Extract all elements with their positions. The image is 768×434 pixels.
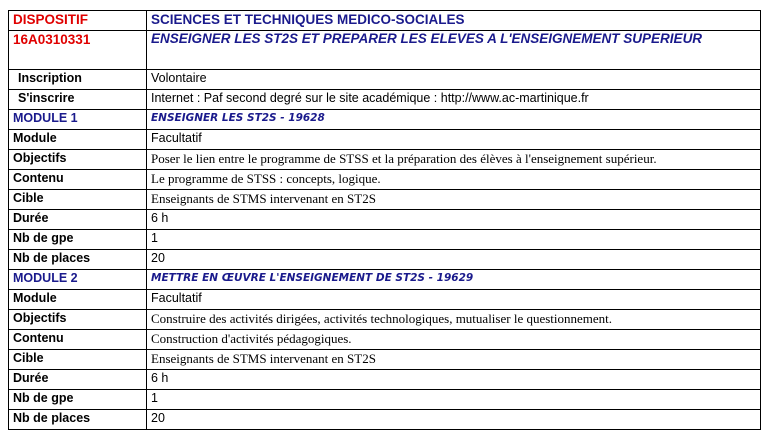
- module1-header-row: [9, 110, 761, 130]
- sinscrire-label: S'inscrire: [9, 90, 147, 110]
- row-value: Facultatif: [147, 130, 761, 150]
- module2-label: MODULE 2: [9, 270, 147, 290]
- row-value: 20: [147, 410, 761, 430]
- row-value: 20: [147, 250, 761, 270]
- row-label: Module: [9, 290, 147, 310]
- dispositif-title: ENSEIGNER LES ST2S ET PREPARER LES ELEVES A L'ENSEIGNEMENT SUPERIEUR: [147, 31, 761, 70]
- inscription-row: [9, 70, 761, 90]
- row-label: Durée: [9, 370, 147, 390]
- row-label: Module: [9, 130, 147, 150]
- row-value: Poser le lien entre le programme de STSS et la préparation des élèves à l'enseignement supérieur.: [147, 150, 761, 170]
- module1-label: MODULE 1: [9, 110, 147, 130]
- module1-cible-row: [9, 190, 761, 210]
- row-label: Nb de places: [9, 250, 147, 270]
- dispositif-row: [9, 11, 761, 31]
- module1-module-row: [9, 130, 761, 150]
- row-label: Cible: [9, 190, 147, 210]
- row-label: Objectifs: [9, 310, 147, 330]
- sinscrire-row: [9, 90, 761, 110]
- row-label: Nb de gpe: [9, 390, 147, 410]
- module2-header-row: [9, 270, 761, 290]
- dispositif-label: DISPOSITIF: [9, 11, 147, 31]
- row-value: 6 h: [147, 210, 761, 230]
- module1-objectifs-row: [9, 150, 761, 170]
- row-label: Contenu: [9, 170, 147, 190]
- training-sheet-table: [8, 10, 761, 430]
- module1-duree-row: [9, 210, 761, 230]
- row-label: Durée: [9, 210, 147, 230]
- module2-places-row: [9, 410, 761, 430]
- row-value: 6 h: [147, 370, 761, 390]
- row-value: 1: [147, 230, 761, 250]
- row-value: Le programme de STSS : concepts, logique.: [147, 170, 761, 190]
- inscription-label: Inscription: [9, 70, 147, 90]
- row-label: Objectifs: [9, 150, 147, 170]
- module2-gpe-row: [9, 390, 761, 410]
- module1-contenu-row: [9, 170, 761, 190]
- inscription-value: Volontaire: [147, 70, 761, 90]
- row-value: Construction d'activités pédagogiques.: [147, 330, 761, 350]
- row-label: Contenu: [9, 330, 147, 350]
- row-value: Enseignants de STMS intervenant en ST2S: [147, 190, 761, 210]
- row-label: Nb de gpe: [9, 230, 147, 250]
- row-value: Facultatif: [147, 290, 761, 310]
- dispositif-code: 16A0310331: [9, 31, 147, 70]
- row-value: Enseignants de STMS intervenant en ST2S: [147, 350, 761, 370]
- dispositif-value: SCIENCES ET TECHNIQUES MEDICO-SOCIALES: [147, 11, 761, 31]
- row-label: Cible: [9, 350, 147, 370]
- sinscrire-value: Internet : Paf second degré sur le site académique : http://www.ac-martinique.fr: [147, 90, 761, 110]
- row-label: Nb de places: [9, 410, 147, 430]
- module1-places-row: [9, 250, 761, 270]
- module1-gpe-row: [9, 230, 761, 250]
- module2-contenu-row: [9, 330, 761, 350]
- module2-duree-row: [9, 370, 761, 390]
- row-value: Construire des activités dirigées, activités technologiques, mutualiser le questionnement.: [147, 310, 761, 330]
- module2-cible-row: [9, 350, 761, 370]
- module1-title: ENSEIGNER LES ST2S - 19628: [147, 110, 761, 130]
- module2-objectifs-row: [9, 310, 761, 330]
- module2-title: METTRE EN ŒUVRE L'ENSEIGNEMENT DE ST2S - 19629: [147, 270, 761, 290]
- code-row: [9, 31, 761, 70]
- module2-module-row: [9, 290, 761, 310]
- row-value: 1: [147, 390, 761, 410]
